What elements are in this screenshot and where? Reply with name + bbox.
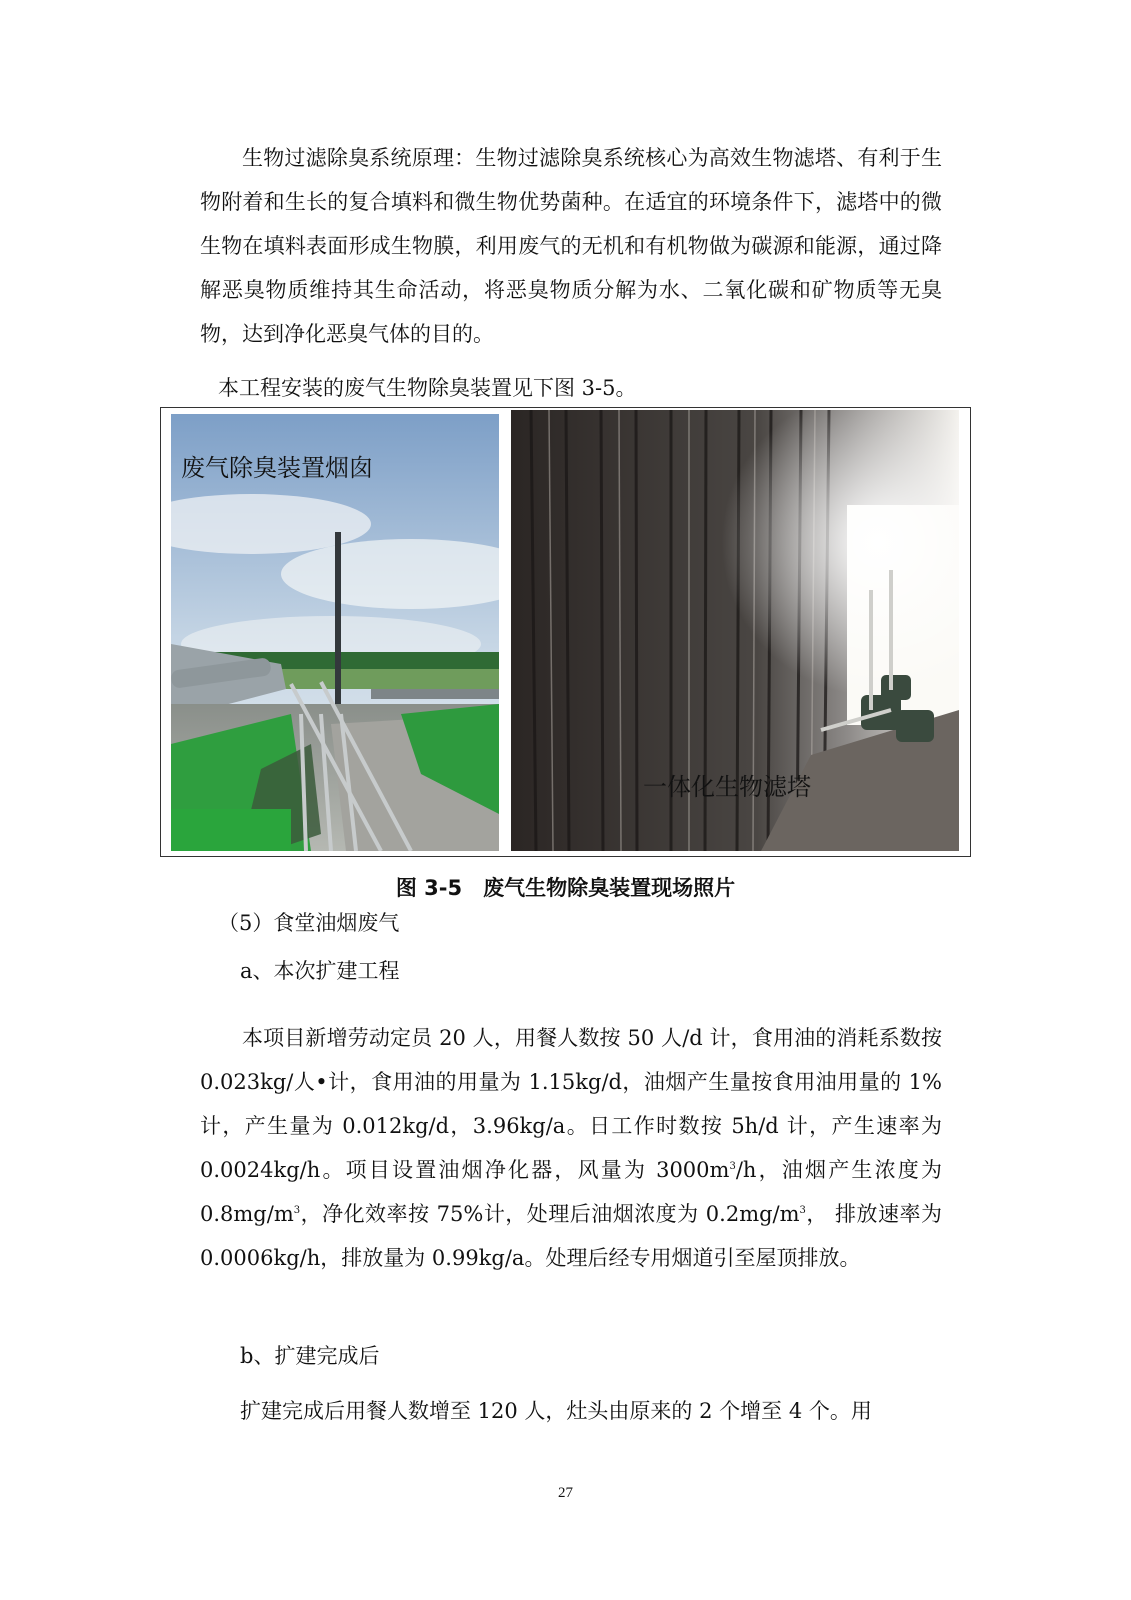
biofilter-tower-label: 一体化生物滤塔 [643,773,811,801]
superscript-3: 3 [729,1161,736,1172]
subsection-a-heading: a、本次扩建工程 [240,959,400,983]
superscript-3: 3 [293,1205,301,1216]
biofilter-tower-photo [511,410,959,851]
chimney-photo [171,414,499,851]
expansion-text-2: /h，油烟产生浓度为 0.8mg/m [200,1158,942,1226]
chimney-label: 废气除臭装置烟囱 [181,454,373,482]
section-heading: （5）食堂油烟废气 [218,911,400,935]
page-number: 27 [558,1485,573,1501]
superscript-3: 3 [799,1205,806,1216]
principle-paragraph: 生物过滤除臭系统原理：生物过滤除臭系统核心为高效生物滤塔、有利于生物附着和生长的复合填料和微生物优势菌种。在适宜的环境条件下，滤塔中的微生物在填料表面形成生物膜，利用废气的无机和有机物做为碳源和能源，通过降解恶臭物质维持其生命活动，将恶臭物质分解为水、二氧化碳和矿物质等无臭物，达到净化恶臭气体的目的。 [200,146,942,346]
completion-paragraph: 扩建完成后用餐人数增至 120 人，灶头由原来的 2 个增至 4 个。用 [240,1399,872,1423]
expansion-paragraph [200,1016,942,1280]
expansion-text-4: ， 排放速率为 0.0006kg/h，排放量为 0.99kg/a。处理后经专用烟道引至屋顶排放。 [200,1202,942,1270]
expansion-text-1: 本项目新增劳动定员 20 人，用餐人数按 50 人/d 计，食用油的消耗系数按 0.023kg/人•计，食用油的用量为 1.15kg/d，油烟产生量按食用油用量的 1%计，产生量为 0.012kg/d，3.96kg/a。日工作时数按 5h/d 计，产生速率为 0.0024kg/h。项目设置油烟净化器，风量为 3000m [200,1026,942,1182]
figure-3-5-frame [160,407,971,857]
figure-reference-text: 本工程安装的废气生物除臭装置见下图 3-5。 [218,376,637,400]
subsection-b-heading: b、扩建完成后 [240,1344,380,1368]
expansion-text-3: ，净化效率按 75%计，处理后油烟浓度为 0.2mg/m [300,1202,800,1226]
figure-caption: 图 3-5 废气生物除臭装置现场照片 [395,876,736,900]
